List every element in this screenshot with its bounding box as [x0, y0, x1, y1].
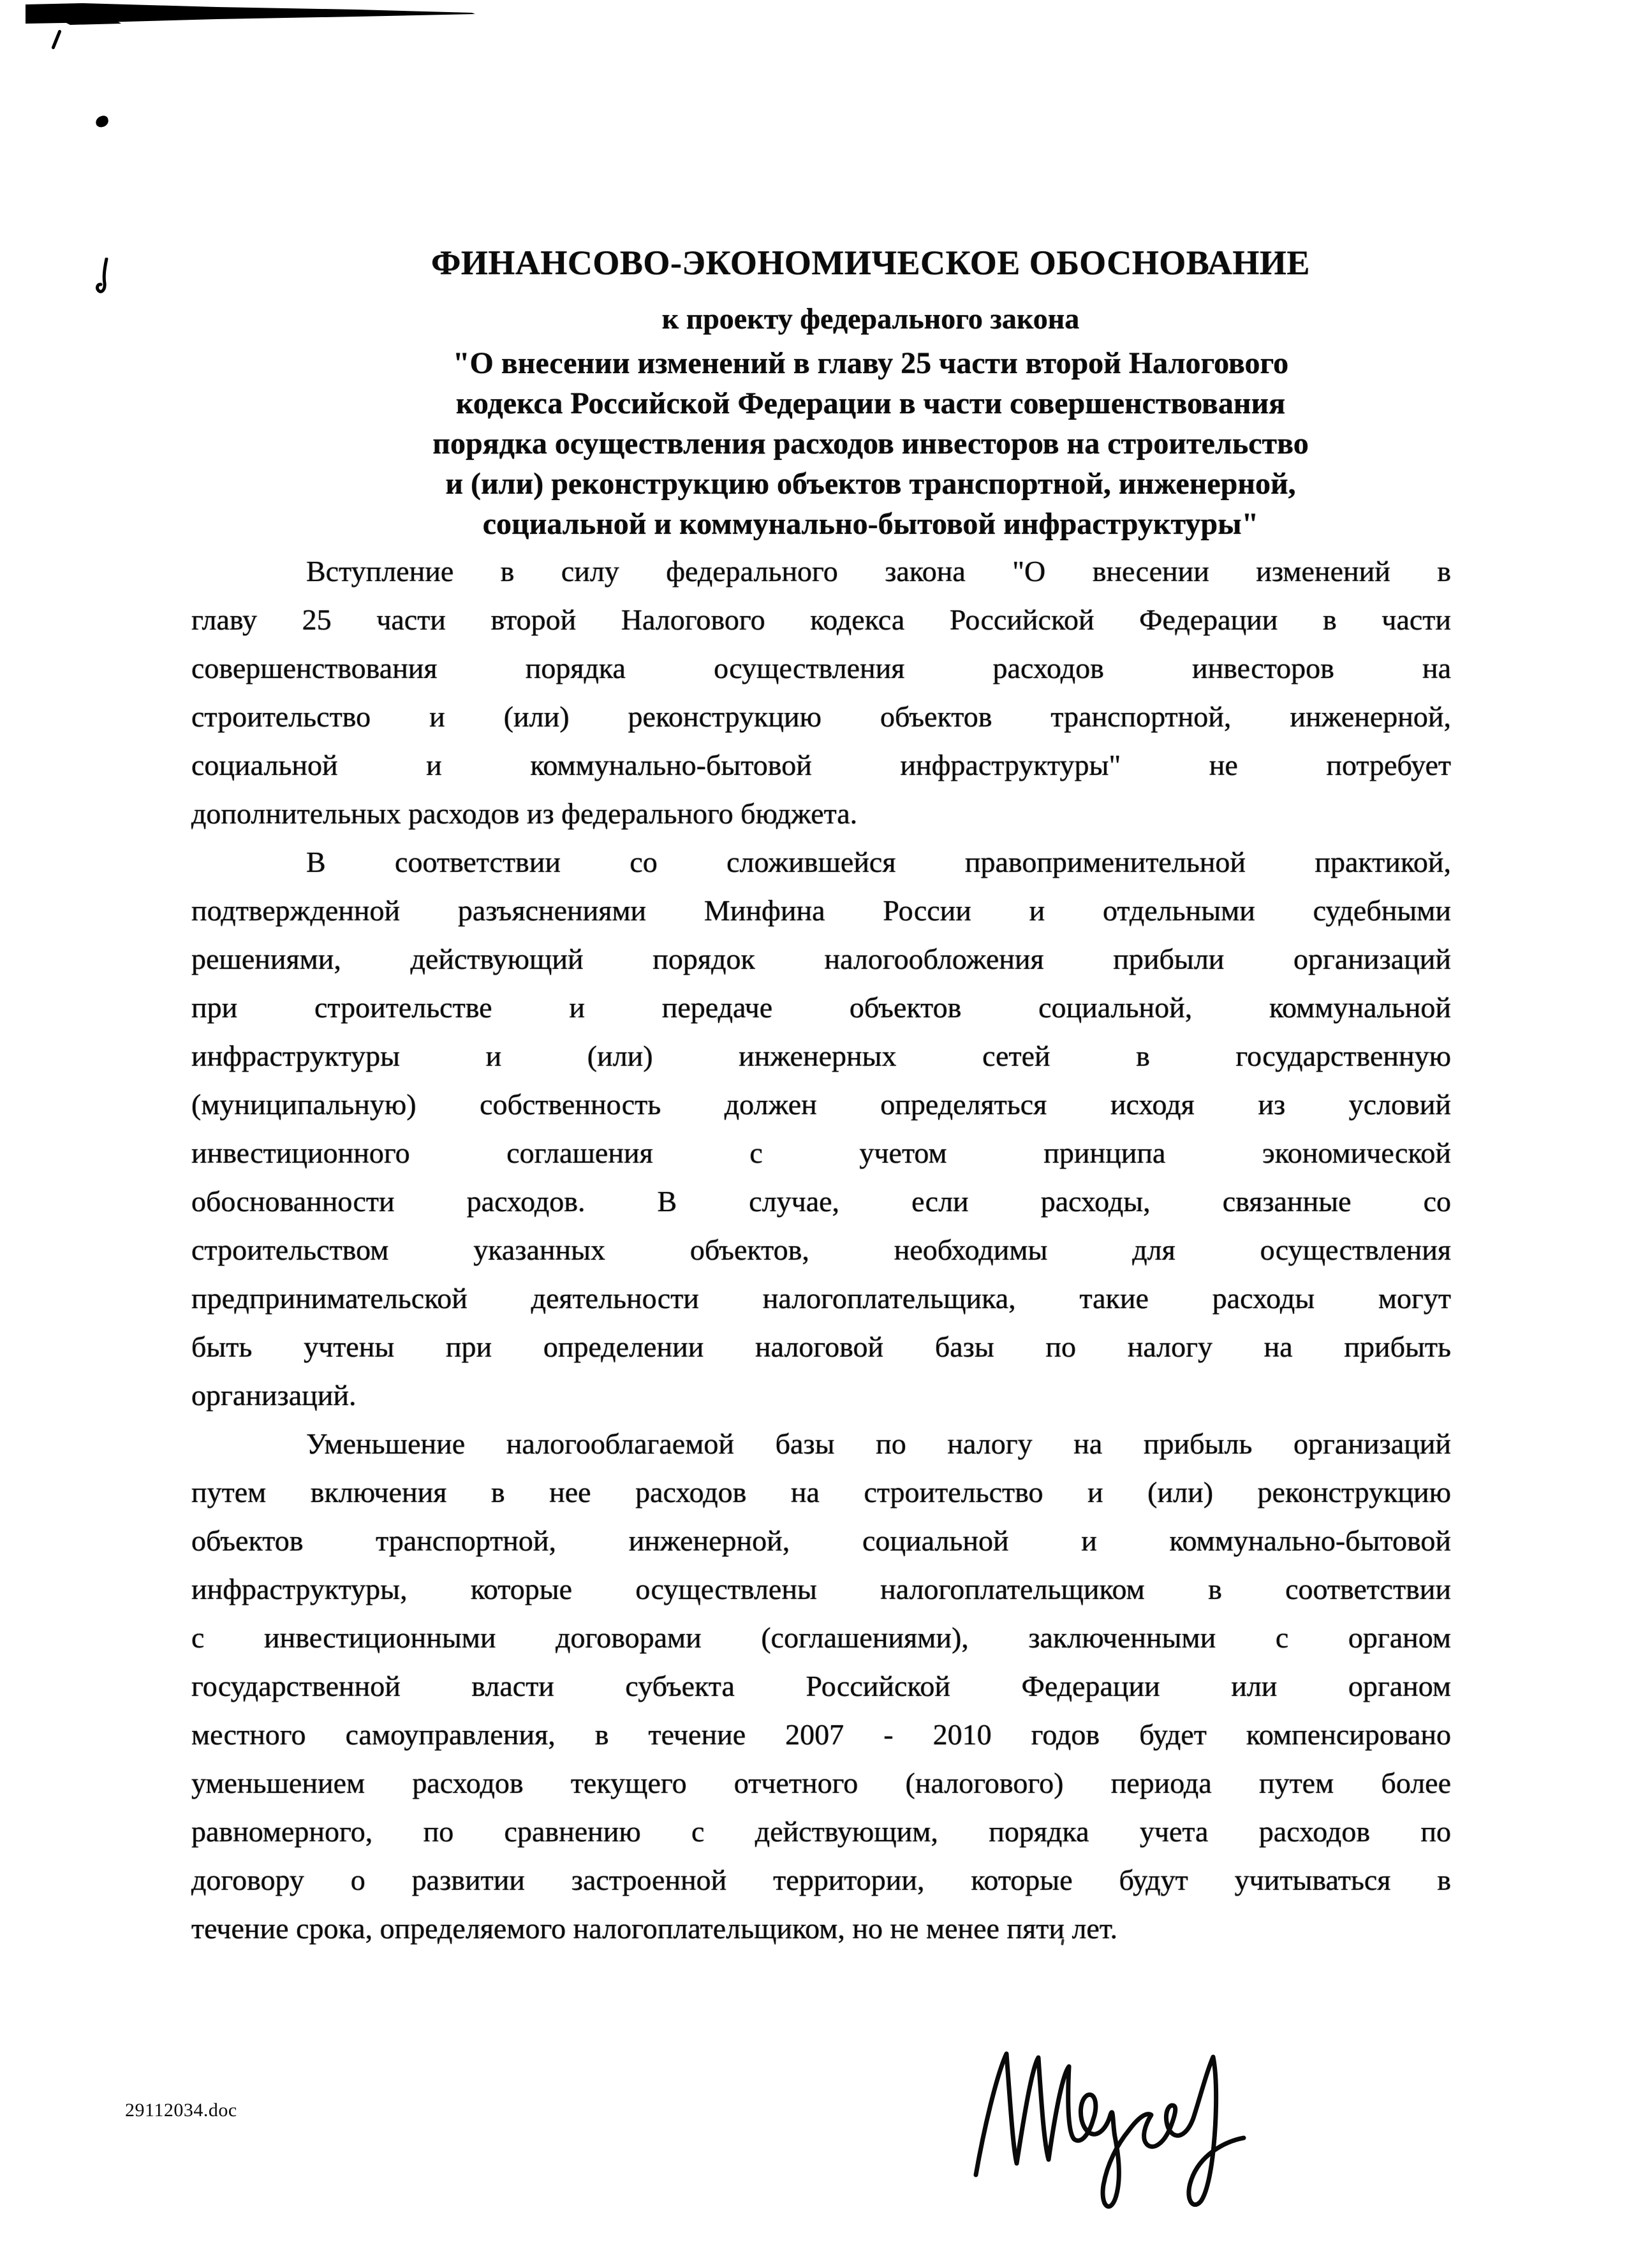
document-body — [191, 547, 1451, 1953]
doc-filename: 29112034.doc — [125, 2100, 237, 2121]
document-heading — [210, 244, 1531, 544]
law-title-line: "О внесении изменений в главу 25 части второй Налогового — [452, 346, 1289, 380]
body-line: предпринимательской деятельности налогоплательщика, такие расходы могут — [191, 1282, 1451, 1314]
body-line: дополнительных расходов из федерального бюджета. — [191, 797, 858, 830]
body-line: с инвестиционными договорами (соглашениями), заключенными с органом — [191, 1621, 1451, 1654]
body-line: объектов транспортной, инженерной, социальной и коммунально-бытовой — [191, 1524, 1451, 1557]
body-line: решениями, действующий порядок налогообложения прибыли организаций — [191, 943, 1451, 975]
body-line: при строительстве и передаче объектов социальной, коммунальной — [191, 991, 1451, 1024]
body-line: равномерного, по сравнению с действующим, порядка учета расходов по — [191, 1815, 1451, 1848]
body-line: течение срока, определяемого налогоплательщиком, но не менее пяти лет. — [191, 1912, 1117, 1945]
body-line: строительство и (или) реконструкцию объектов транспортной, инженерной, — [191, 700, 1451, 733]
body-line: инвестиционного соглашения с учетом принципа экономической — [191, 1137, 1451, 1169]
photocopy-edge-line — [26, 3, 478, 27]
body-line: инфраструктуры, которые осуществлены налогоплательщиком в соответствии — [191, 1573, 1451, 1605]
body-line: инфраструктуры и (или) инженерных сетей в государственную — [191, 1040, 1451, 1072]
body-line: быть учтены при определении налоговой базы по налогу на прибыть — [191, 1330, 1451, 1363]
law-title-line: и (или) реконструкцию объектов транспортной, инженерной, — [445, 467, 1296, 501]
scan-artifact-tick-icon — [51, 29, 62, 50]
body-line: В соответствии со сложившейся правоприменительной практикой, — [306, 846, 1451, 878]
law-title-line: социальной и коммунально-бытовой инфраструктуры" — [482, 507, 1259, 541]
body-line: местного самоуправления, в течение 2007 - 2010 годов будет компенсировано — [191, 1718, 1451, 1751]
body-line: уменьшением расходов текущего отчетного (налогового) периода путем более — [191, 1767, 1451, 1799]
body-line: социальной и коммунально-бытовой инфраструктуры" не потребует — [191, 749, 1451, 781]
body-line: организаций. — [191, 1379, 357, 1411]
body-line: (муниципальную) собственность должен определяться исходя из условий — [191, 1088, 1451, 1121]
body-line: главу 25 части второй Налогового кодекса Российской Федерации в части — [191, 603, 1451, 636]
scan-artifact-hook-icon — [96, 258, 112, 296]
body-line: подтвержденной разъяснениями Минфина России и отдельными судебными — [191, 894, 1451, 927]
body-line: путем включения в нее расходов на строительство и (или) реконструкцию — [191, 1476, 1451, 1508]
body-line: договору о развитии застроенной территории, которые будут учитываться в — [191, 1864, 1451, 1896]
page-title: ФИНАНСОВО-ЭКОНОМИЧЕСКОЕ ОБОСНОВАНИЕ — [431, 244, 1310, 282]
body-line: строительством указанных объектов, необходимы для осуществления — [191, 1233, 1451, 1266]
body-line: государственной власти субъекта Российской Федерации или органом — [191, 1670, 1451, 1702]
scan-artifact-blob-icon — [94, 115, 110, 128]
law-title-line: кодекса Российской Федерации в части совершенствования — [455, 387, 1286, 420]
body-line: совершенствования порядка осуществления расходов инвесторов на — [191, 652, 1451, 684]
body-line: обоснованности расходов. В случае, если расходы, связанные со — [191, 1185, 1451, 1218]
body-line: Вступление в силу федерального закона "О внесении изменений в — [306, 555, 1451, 587]
document-subtitle: к проекту федерального закона — [661, 302, 1080, 335]
signature-icon — [969, 2028, 1263, 2232]
law-title-line: порядка осуществления расходов инвесторов на строительство — [432, 427, 1309, 460]
body-line: Уменьшение налогооблагаемой базы по налогу на прибыль организаций — [306, 1427, 1451, 1460]
